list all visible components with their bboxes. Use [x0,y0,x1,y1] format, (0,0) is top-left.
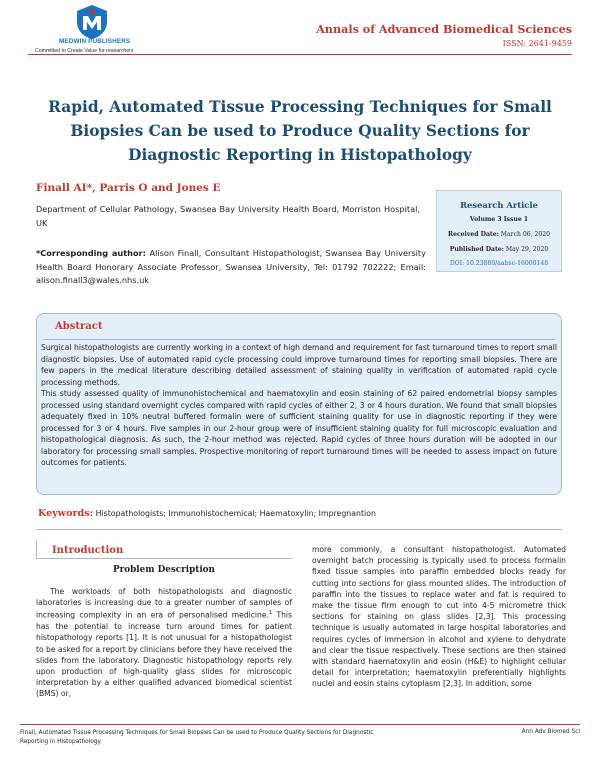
abstract-paragraph-2: This study assessed quality of immunohistochemical and haematoxylin and eosin staining of 62 paired endometrial biopsy samples processed using standard overnight cycles compared with rapid cycles of either 2, 3 or 4 hours duration. We found that small biopsies adequately fixed in 10% neutral buffered formalin were of sufficient staining quality for use in diagnostic reporting if they were processed for 3 or 4 hours. Five samples in our 2-hour group were of insufficient staining quality for full microscopic evaluation and histopathological diagnosis. As such, the 2-hour method was rejected. Rapid cycles of three hours duration will be adopted in our laboratory for processing small samples. Prospective monitoring of report turnaround times will be needed to assess impact on future outcomes for patients. [41,389,557,467]
medwin-shield-logo-icon [74,4,110,40]
citation-superscript: 1 [268,610,273,617]
intro-heading-frame [36,540,37,559]
problem-description-heading: Problem Description [113,565,215,575]
article-authors: Finall AI*, Parris O and Jones E [36,182,221,194]
corresponding-author [36,247,426,288]
corresponding-author-details: Alison Finall, Consultant Histopathologist, Swansea Bay University Health Board Honorary Associate Professor, Swansea University, Tel: 01792 702222; Email: alison.finall3@wales.nhs.uk [36,248,426,285]
abstract-heading: Abstract [55,321,103,332]
keywords-list: Histopathologists; Immunohistochemical; Haematoxylin; Impregnantion [93,509,376,518]
intro-right-column: more commonly, a consultant histopathologist. Automated overnight batch processing is typically used to process formalin fixed tissue samples into paraffin embedded blocks ready for cutting into sections for glass mounted slides. The introduction of paraffin into the tissues to replace water and fat is required to make the tissue firm enough to cut into 4-5 micrometre thick sections for staining on glass slides [2,3]. This processing technique is usually automated in large hospital laboratories and requires cycles of immersion in alcohol and xylene to dehydrate and clear the tissue respectively. These sections are then stained with standard haematoxylin and eosin (H&E) to highlight cellular detail for interpretation; haematoxylin preferentially highlights nuclei and eosin stains cytoplasm [2,3]. In addition, some [312,545,566,689]
doi-link[interactable]: DOI: 10.23880/aabsc-16000148 [449,260,549,267]
intro-heading-underline [36,558,292,559]
abstract-paragraph-1: Surgical histopathologists are currently working in a context of high demand and requirement for fast turnaround times to report small diagnostic biopsies. Use of automated rapid cycle processing could improve turnaround times for reporting small biopsies. There are few papers in the medical literature describing detailed assessment of staining quality in verification of automated rapid cycle processing methods. [41,343,557,387]
publisher-name: MEDWIN PUBLISHERS [59,38,131,45]
journal-name: Annals of Advanced Biomedical Sciences [316,22,572,36]
author-affiliation: Department of Cellular Pathology, Swansea Bay University Health Board, Morriston Hospital, UK [36,204,420,228]
abstract-body [41,342,557,469]
keywords [38,508,376,519]
keywords-label: Keywords: [38,508,94,519]
received-date: Received Date: March 06, 2020 [448,231,550,238]
published-date: Published Date: May 29, 2020 [449,246,549,253]
publisher-tagline: Committed to Create Value for researchers [35,48,134,54]
abstract-divider [43,339,555,340]
abstract-box [36,313,562,495]
article-info-box [436,190,562,272]
footer-journal-abbrev: Ann Adv Biomed Sci [521,729,580,735]
footer-citation: Finall, Automated Tissue Processing Techniques for Small Biopsies Can be used to Produce Quality Sections for Diagnostic Reporting in Histopathology [20,730,374,745]
intro-left-column: The workloads of both histopathologists and diagnostic laboratories is increasing due to a greater number of samples of increasing complexity in an era of personalised medicine.$^1$ This has the potential to increase turn around times for patient histopathology reports [1]. It is not unusual for a histopathologist to be asked for a report by clinicians before they have received the slides from the laboratory. Diagnostic histopathology reports rely upon production of high-quality glass slides for microscopic interpretation by a either qualified advanced biomedical scientist (BMS) or, [36,587,292,699]
journal-issn: ISSN: 2641-9459 [502,39,572,48]
article-type: Research Article [460,200,538,210]
introduction-heading: Introduction [52,545,124,556]
volume-issue: Volume 3 Issue 1 [469,216,529,223]
header-divider [28,54,572,55]
corresponding-author-label: *Corresponding author: [36,248,146,258]
keywords-divider [36,529,562,530]
article-title: Rapid, Automated Tissue Processing Techniques for Small Biopsies Can be used to Produce Quality Sections for Diagnostic Reporting in Histopathology [48,98,552,164]
footer-divider [20,724,580,725]
